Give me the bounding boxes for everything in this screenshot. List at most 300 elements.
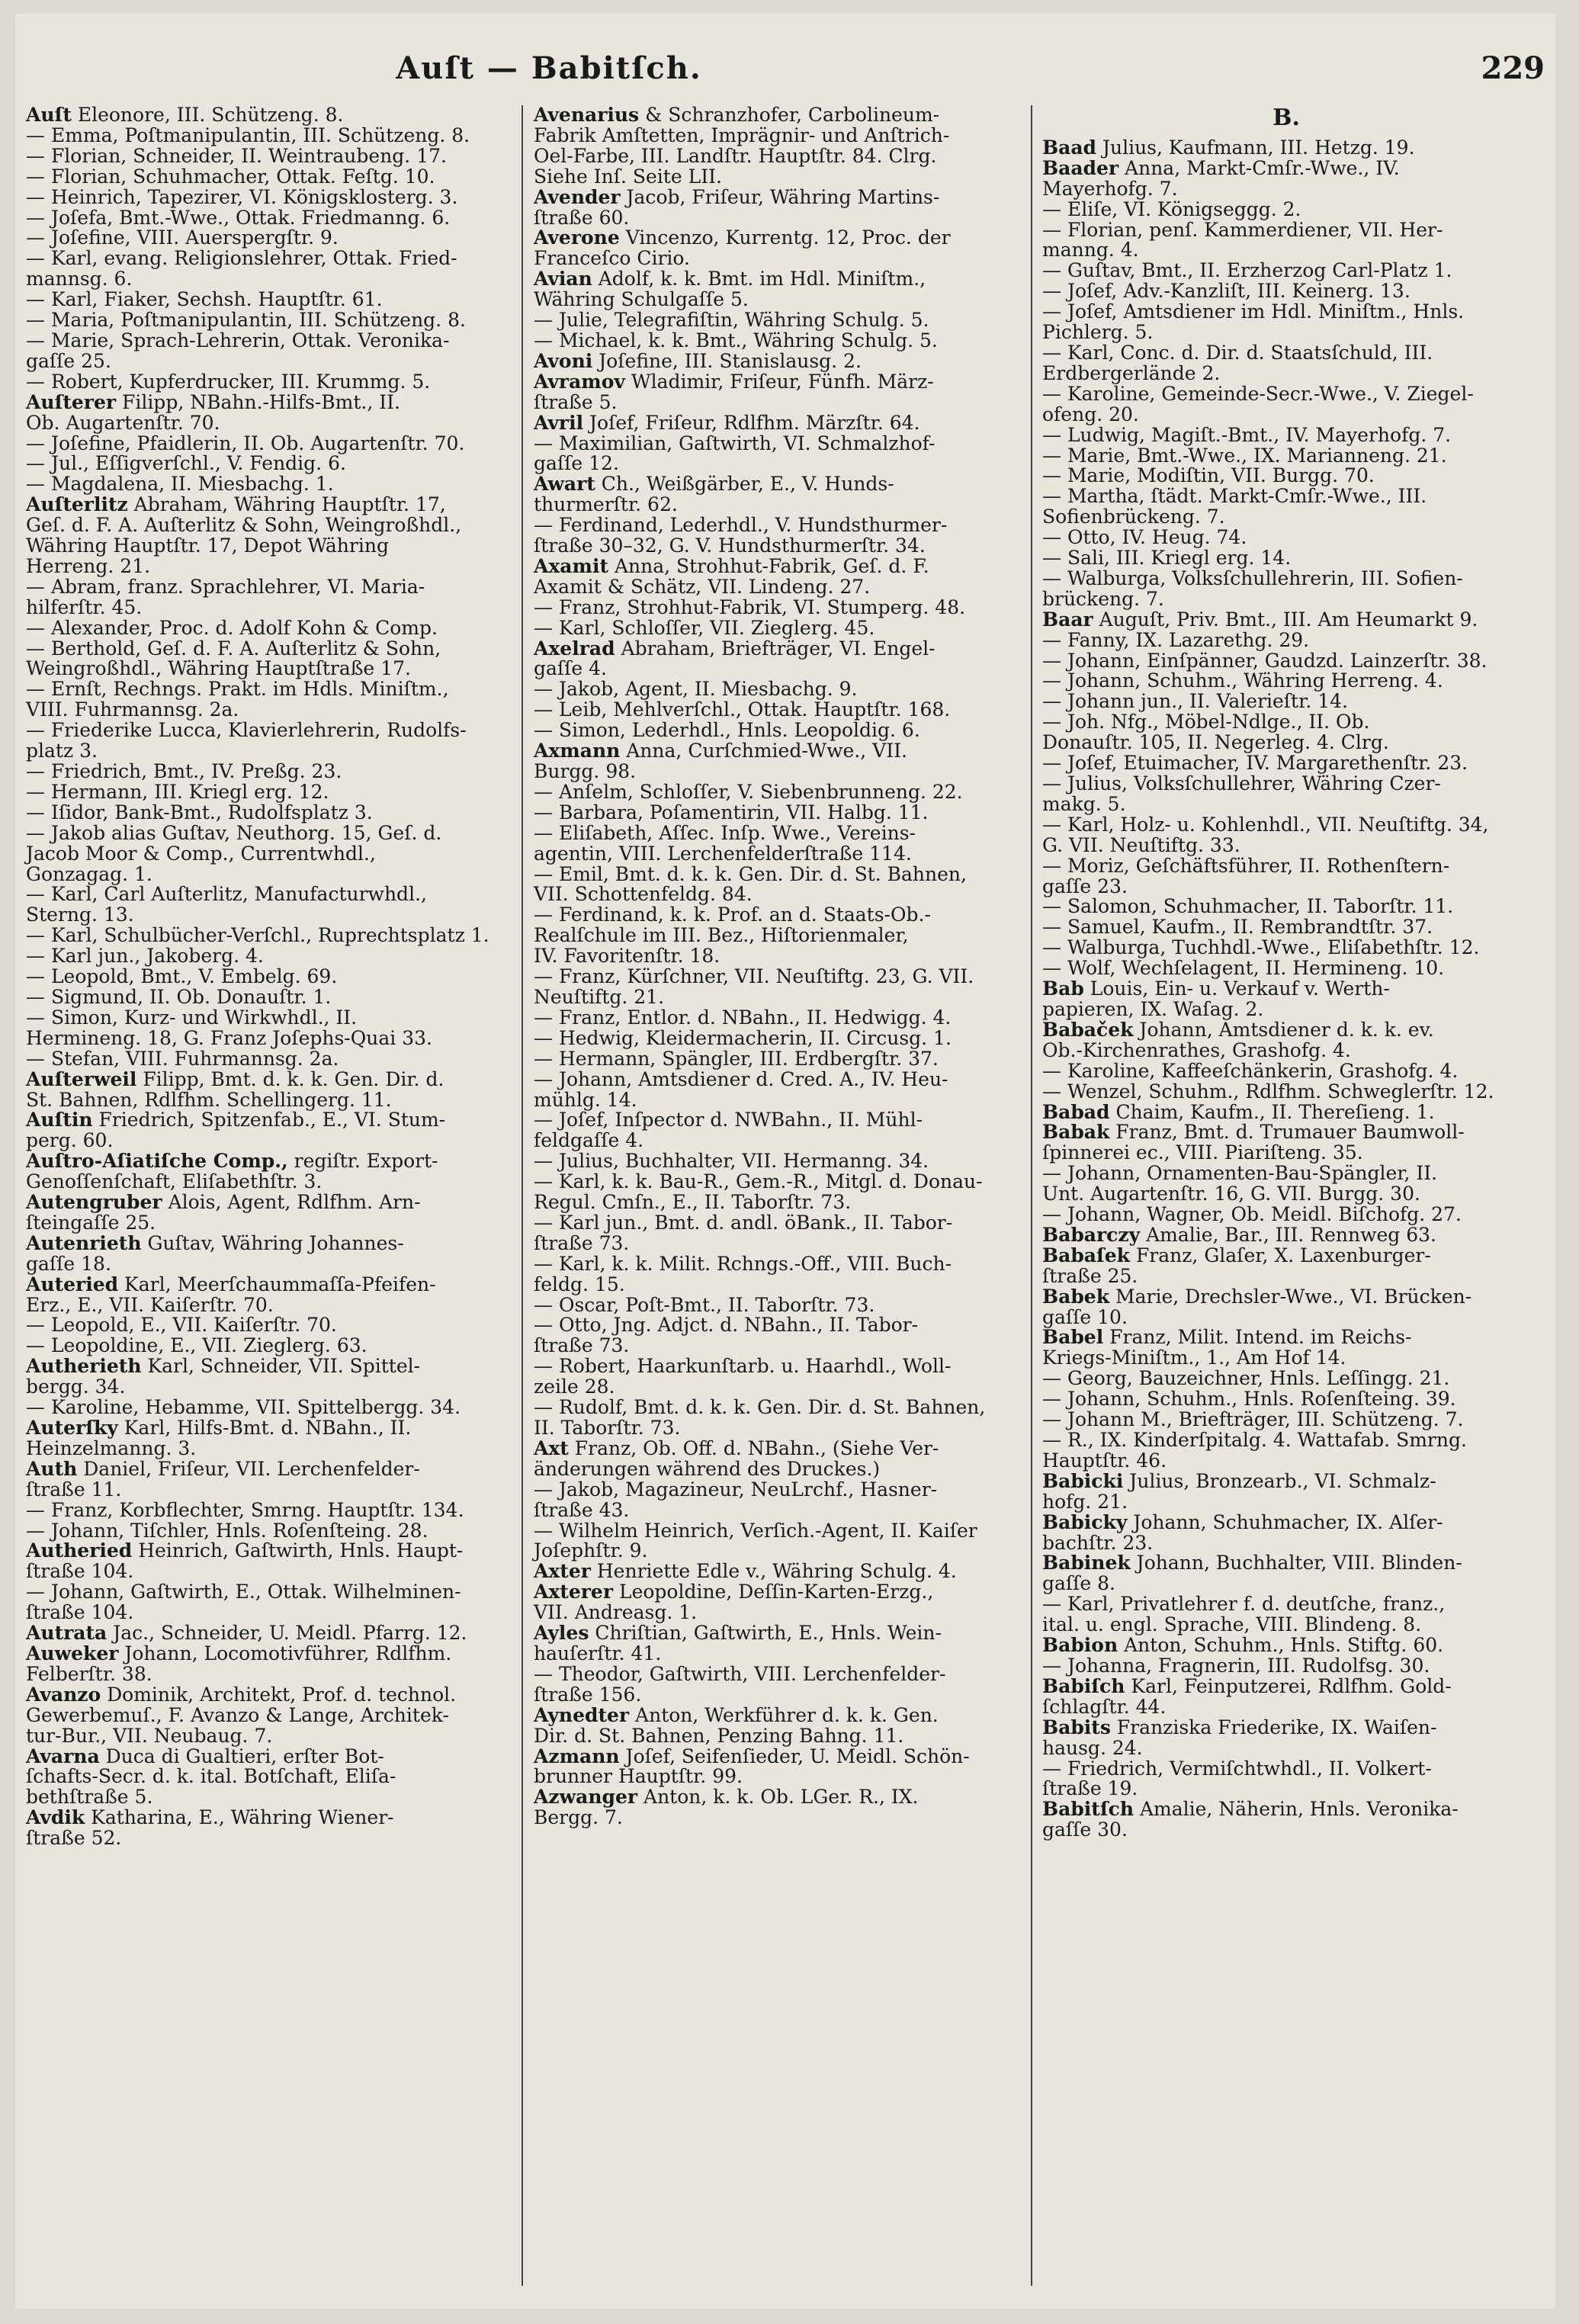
directory-entry-continuation: Gewerbemuſ., F. Avanzo & Lange, Architek- xyxy=(26,1703,449,1726)
directory-entry-continuation: thurmerſtr. 62. xyxy=(534,493,678,516)
entry-surname: Avoni xyxy=(534,349,593,372)
directory-entry: — Alexander, Proc. d. Adolf Kohn & Comp. xyxy=(26,616,438,639)
directory-entry-continuation: Dir. d. St. Bahnen, Penzing Bahng. 11. xyxy=(534,1724,904,1747)
directory-entry: — Michael, k. k. Bmt., Währing Schulg. 5. xyxy=(534,329,938,351)
directory-entry: Auteried Karl, Meerſchaummaſſa-Pfeifen- xyxy=(26,1273,436,1295)
directory-entry-continuation: ſtraße 43. xyxy=(534,1498,630,1521)
directory-entry: — Joſef, Adv.-Kanzliſt, III. Keinerg. 13. xyxy=(1042,280,1411,303)
entry-surname: Babad xyxy=(1042,1100,1110,1123)
entry-surname: Avian xyxy=(534,268,592,290)
directory-entry-continuation: hauſerſtr. 41. xyxy=(534,1642,662,1664)
directory-entry: — Magdalena, II. Miesbachg. 1. xyxy=(26,473,334,496)
directory-entry: Avian Adolf, k. k. Bmt. im Hdl. Miniſtm., xyxy=(534,268,926,290)
directory-entry: Ayles Chriſtian, Gaſtwirth, E., Hnls. Wein- xyxy=(534,1622,942,1645)
entry-surname: Auſt xyxy=(26,104,72,126)
directory-entry-continuation: Pichlerg. 5. xyxy=(1042,321,1154,344)
entry-surname: Axter xyxy=(534,1560,591,1583)
directory-entry-continuation: Felberſtr. 38. xyxy=(26,1662,152,1685)
directory-entry: Axmann Anna, Curſchmied-Wwe., VII. xyxy=(534,740,907,762)
directory-entry: — Ferdinand, Lederhdl., V. Hundsthurmer- xyxy=(534,514,948,537)
entry-surname: Azmann xyxy=(534,1745,620,1767)
directory-entry: — Leopold, Bmt., V. Embelg. 69. xyxy=(26,965,338,988)
entry-surname: Babicki xyxy=(1042,1469,1124,1492)
directory-entry: Auſt Eleonore, III. Schützeng. 8. xyxy=(26,104,344,126)
directory-entry-continuation: ſtraße 156. xyxy=(534,1683,642,1706)
directory-entry-continuation: ſtraße 73. xyxy=(534,1334,630,1357)
directory-entry: — Abram, franz. Sprachlehrer, VI. Maria- xyxy=(26,575,425,598)
directory-entry: Axter Henriette Edle v., Währing Schulg. 4. xyxy=(534,1560,957,1583)
directory-entry: Babarczy Amalie, Bar., III. Rennweg 63. xyxy=(1042,1223,1436,1246)
directory-entry: Auterſky Karl, Hilfs-Bmt. d. NBahn., II. xyxy=(26,1417,412,1439)
directory-entry: — Karl, k. k. Bau-R., Gem.-R., Mitgl. d. Donau- xyxy=(534,1170,983,1193)
directory-entry-continuation: St. Bahnen, Rdlfhm. Schellingerg. 11. xyxy=(26,1088,392,1111)
directory-entry: Aynedter Anton, Werkführer d. k. k. Gen. xyxy=(534,1703,939,1726)
directory-entry-continuation: brunner Hauptſtr. 99. xyxy=(534,1765,743,1788)
directory-entry: Auth Daniel, Friſeur, VII. Lerchenfelder- xyxy=(26,1457,420,1480)
directory-entry: Babiſch Karl, Feinputzerei, Rdlfhm. Gold- xyxy=(1042,1674,1452,1697)
directory-entry-continuation: VII. Andreasg. 1. xyxy=(534,1601,698,1624)
entry-surname: Avenarius xyxy=(534,104,640,126)
directory-entry-continuation: Kriegs-Miniſtm., 1., Am Hof 14. xyxy=(1042,1347,1346,1369)
directory-entry: — Johanna, Fragnerin, III. Rudolfsg. 30. xyxy=(1042,1654,1430,1677)
directory-entry: — Robert, Haarkunſtarb. u. Haarhdl., Woll- xyxy=(534,1355,952,1378)
entry-surname: Avanzo xyxy=(26,1683,101,1706)
directory-entry: — Karl jun., Jakoberg. 4. xyxy=(26,945,264,968)
directory-entry: — Ferdinand, k. k. Prof. an d. Staats-Ob.- xyxy=(534,904,931,926)
directory-entry: — Hedwig, Kleidermacherin, II. Circusg. 1. xyxy=(534,1026,952,1049)
entry-surname: Auth xyxy=(26,1457,78,1480)
directory-entry-continuation: Axamit & Schätz, VII. Lindeng. 27. xyxy=(534,575,871,598)
directory-entry: Babicky Johann, Schuhmacher, IX. Alſer- xyxy=(1042,1510,1443,1533)
directory-entry: — Friedrich, Bmt., IV. Preßg. 23. xyxy=(26,760,342,782)
directory-entry-continuation: ſtraße 30–32, G. V. Hundsthurmerſtr. 34. xyxy=(534,534,926,557)
directory-entry-continuation: Siehe Inſ. Seite LII. xyxy=(534,165,722,188)
directory-entry: Babak Franz, Bmt. d. Trumauer Baumwoll- xyxy=(1042,1121,1465,1144)
directory-entry: Auſterlitz Abraham, Währing Hauptſtr. 17, xyxy=(26,493,446,516)
directory-entry-continuation: Ob.-Kirchenrathes, Grashofg. 4. xyxy=(1042,1038,1351,1061)
directory-entry-continuation: Donauſtr. 105, II. Negerleg. 4. Clrg. xyxy=(1042,731,1389,754)
entry-surname: Auſtro-Aſiatiſche Comp., xyxy=(26,1150,288,1173)
directory-entry: — Iſidor, Bank-Bmt., Rudolfsplatz 3. xyxy=(26,801,373,823)
directory-entry: — Johann, Tiſchler, Hnls. Roſenſteing. 28. xyxy=(26,1519,428,1542)
directory-entry-continuation: Währing Schulgaſſe 5. xyxy=(534,288,749,311)
directory-entry: — Joſefine, VIII. Auerspergſtr. 9. xyxy=(26,226,339,249)
directory-entry-continuation: mühlg. 14. xyxy=(534,1088,637,1111)
directory-entry: — Karl, Fiaker, Sechsh. Hauptſtr. 61. xyxy=(26,288,383,311)
directory-entry-continuation: mannsg. 6. xyxy=(26,268,133,290)
directory-entry-continuation: Neuſtiftg. 21. xyxy=(534,985,665,1008)
directory-entry: Babad Chaim, Kaufm., II. Thereſieng. 1. xyxy=(1042,1100,1435,1123)
directory-entry: Bab Louis, Ein- u. Verkauf v. Werth- xyxy=(1042,977,1390,1000)
directory-entry: — Wilhelm Heinrich, Verſich.-Agent, II. Kaiſer xyxy=(534,1519,977,1542)
directory-entry: — Theodor, Gaſtwirth, VIII. Lerchenfelder- xyxy=(534,1662,946,1685)
entry-surname: Auſterweil xyxy=(26,1067,137,1090)
column-1 xyxy=(26,105,514,1849)
entry-surname: Avarna xyxy=(26,1745,100,1767)
directory-entry: — Stefan, VIII. Fuhrmannsg. 2a. xyxy=(26,1047,339,1070)
directory-entry: — Rudolf, Bmt. d. k. k. Gen. Dir. d. St. Bahnen, xyxy=(534,1396,986,1419)
directory-entry: — Julius, Volksſchullehrer, Währing Czer- xyxy=(1042,772,1441,794)
directory-entry-continuation: platz 3. xyxy=(26,740,98,762)
section-heading: B. xyxy=(1273,104,1300,131)
column-rule xyxy=(1031,105,1032,2286)
entry-surname: Avril xyxy=(534,411,584,434)
directory-entry: — Emma, Poſtmanipulantin, III. Schützeng. 8. xyxy=(26,124,470,146)
directory-entry: — Barbara, Poſamentirin, VII. Halbg. 11. xyxy=(534,801,929,823)
directory-entry: Autherieth Karl, Schneider, VII. Spittel- xyxy=(26,1355,421,1378)
directory-entry: — Maria, Poſtmanipulantin, III. Schützeng. 8. xyxy=(26,309,466,332)
directory-entry: Axamit Anna, Strohhut-Fabrik, Geſ. d. F. xyxy=(534,554,929,577)
directory-entry: — Jakob alias Guſtav, Neuthorg. 15, Geſ. d. xyxy=(26,821,442,844)
directory-entry: — Leopold, E., VII. Kaiſerſtr. 70. xyxy=(26,1314,337,1337)
directory-entry: Babion Anton, Schuhm., Hnls. Stiftg. 60. xyxy=(1042,1634,1444,1657)
directory-entry: — Karl, Privatlehrer f. d. deutſche, franz., xyxy=(1042,1593,1446,1616)
directory-entry: — Florian, Schuhmacher, Ottak. Feſtg. 10. xyxy=(26,165,435,188)
directory-entry: Auſtro-Aſiatiſche Comp., regiſtr. Export- xyxy=(26,1150,438,1173)
directory-entry: — Julie, Telegrafiſtin, Währing Schulg. 5. xyxy=(534,309,929,332)
directory-entry-continuation: IV. Favoritenſtr. 18. xyxy=(534,945,720,968)
directory-entry-continuation: ſtraße 5. xyxy=(534,390,618,413)
directory-entry: — Johann, Ornamenten-Bau-Spängler, II. xyxy=(1042,1162,1438,1185)
entry-surname: Azwanger xyxy=(534,1786,638,1809)
directory-entry-continuation: ſtraße 73. xyxy=(534,1231,630,1254)
entry-surname: Babitſch xyxy=(1042,1798,1135,1821)
directory-entry-continuation: ſtraße 52. xyxy=(26,1827,122,1850)
directory-entry: Axterer Leopoldine, Deſſin-Karten-Erzg., xyxy=(534,1581,934,1603)
directory-entry: — Samuel, Kaufm., II. Rembrandtſtr. 37. xyxy=(1042,916,1433,939)
directory-entry: — Jul., Eſſigverſchl., V. Fendig. 6. xyxy=(26,452,346,475)
entry-surname: Avender xyxy=(534,185,621,208)
directory-entry: — Julius, Buchhalter, VII. Hermanng. 34. xyxy=(534,1150,929,1173)
directory-entry-continuation: Weingroßhdl., Währing Hauptſtraße 17. xyxy=(26,657,411,680)
directory-entry-continuation: Jacob Moor & Comp., Currentwhdl., xyxy=(26,842,376,865)
directory-entry-continuation: hilferſtr. 45. xyxy=(26,595,143,618)
directory-entry: — Simon, Kurz- und Wirkwhdl., II. xyxy=(26,1006,358,1029)
directory-entry: Avarna Duca di Gualtieri, erſter Bot- xyxy=(26,1745,384,1767)
directory-entry-continuation: Herreng. 21. xyxy=(26,554,151,577)
directory-entry: — Franz, Korbflechter, Smrng. Hauptſtr. 134. xyxy=(26,1498,464,1521)
directory-entry: Axelrad Abraham, Briefträger, VI. Engel- xyxy=(534,637,936,660)
directory-entry-continuation: ſtraße 104. xyxy=(26,1560,134,1583)
directory-entry: — Hermann, Spängler, III. Erdbergſtr. 37. xyxy=(534,1047,939,1070)
directory-entry-continuation: feldg. 15. xyxy=(534,1273,625,1295)
directory-entry: Autrata Jac., Schneider, U. Meidl. Pfarrg. 12. xyxy=(26,1622,467,1645)
entry-surname: Babel xyxy=(1042,1326,1104,1349)
directory-entry: — Anſelm, Schloſſer, V. Siebenbrunneng. 22. xyxy=(534,780,963,803)
entry-surname: Auweker xyxy=(26,1642,119,1664)
entry-surname: Averone xyxy=(534,226,620,249)
entry-surname: Axamit xyxy=(534,554,608,577)
directory-entry: — Karoline, Gemeinde-Secr.-Wwe., V. Ziegel- xyxy=(1042,382,1474,405)
directory-entry-continuation: ſtraße 25. xyxy=(1042,1264,1138,1287)
directory-entry: — Fanny, IX. Lazarethg. 29. xyxy=(1042,628,1310,651)
page-number: 229 xyxy=(1481,50,1545,86)
directory-entry-continuation: Oel-Farbe, III. Landſtr. Hauptſtr. 84. Clrg. xyxy=(534,144,937,167)
directory-entry-continuation: hofg. 21. xyxy=(1042,1490,1128,1513)
directory-entry: — Sigmund, II. Ob. Donauſtr. 1. xyxy=(26,985,332,1008)
directory-entry-continuation: Sterng. 13. xyxy=(26,904,134,926)
entry-surname: Aynedter xyxy=(534,1703,630,1726)
directory-entry-continuation: agentin, VIII. Lerchenfelderſtraße 114. xyxy=(534,842,912,865)
directory-entry: — Guſtav, Bmt., II. Erzherzog Carl-Platz 1. xyxy=(1042,259,1452,282)
directory-entry: — Karl, Conc. d. Dir. d. Staatsſchuld, III. xyxy=(1042,341,1433,364)
directory-entry-continuation: perg. 60. xyxy=(26,1129,114,1152)
directory-entry-continuation: gaſſe 25. xyxy=(26,349,111,372)
directory-entry: — Florian, penſ. Kammerdiener, VII. Her- xyxy=(1042,218,1443,241)
directory-entry: — Ernſt, Rechngs. Prakt. im Hdls. Miniſtm., xyxy=(26,678,449,701)
directory-entry: Avramov Wladimir, Friſeur, Fünfh. März- xyxy=(534,370,934,393)
directory-entry: — Johann jun., II. Valerieſtr. 14. xyxy=(1042,690,1348,713)
directory-entry: — Sali, III. Kriegl erg. 14. xyxy=(1042,547,1292,570)
directory-entry-continuation: Genoſſenſchaft, Eliſabethſtr. 3. xyxy=(26,1170,323,1193)
directory-entry-continuation: feldgaſſe 4. xyxy=(534,1129,644,1152)
column-3 xyxy=(1042,105,1530,1841)
directory-entry: Azwanger Anton, k. k. Ob. LGer. R., IX. xyxy=(534,1786,919,1809)
directory-entry: — Friederike Lucca, Klavierlehrerin, Rudolfs- xyxy=(26,719,467,742)
directory-entry: — Oscar, Poſt-Bmt., II. Taborſtr. 73. xyxy=(534,1293,875,1316)
directory-entry: — Karl, evang. Religionslehrer, Ottak. Fried- xyxy=(26,247,457,270)
directory-entry: — Johann, Schuhm., Hnls. Roſenſteing. 39. xyxy=(1042,1388,1456,1411)
directory-entry-continuation: Ob. Augartenſtr. 70. xyxy=(26,411,220,434)
directory-entry: Babits Franziska Friederike, IX. Waiſen- xyxy=(1042,1716,1437,1738)
entry-surname: Babiſch xyxy=(1042,1674,1125,1697)
entry-surname: Babaſek xyxy=(1042,1244,1130,1266)
directory-entry-continuation: hausg. 24. xyxy=(1042,1736,1143,1759)
directory-entry-continuation: tur-Bur., VII. Neubaug. 7. xyxy=(26,1724,273,1747)
directory-entry-continuation: ſtraße 60. xyxy=(534,206,630,229)
directory-entry: — Florian, Schneider, II. Weintraubeng. 17. xyxy=(26,144,447,167)
directory-entry-continuation: Erz., E., VII. Kaiſerſtr. 70. xyxy=(26,1293,274,1316)
directory-entry-continuation: ſtraße 104. xyxy=(26,1601,134,1624)
directory-entry-continuation: manng. 4. xyxy=(1042,239,1139,262)
directory-entry-continuation: Regul. Cmſn., E., II. Taborſtr. 73. xyxy=(534,1191,852,1214)
directory-entry-continuation: bergg. 34. xyxy=(26,1375,126,1398)
directory-entry: Auſterer Filipp, NBahn.-Hilfs-Bmt., II. xyxy=(26,390,400,413)
directory-entry-continuation: brückeng. 7. xyxy=(1042,587,1164,610)
directory-entry: — Leopoldine, E., VII. Zieglerg. 63. xyxy=(26,1334,367,1357)
directory-entry-continuation: gaſſe 23. xyxy=(1042,875,1128,897)
directory-entry: Auſterweil Filipp, Bmt. d. k. k. Gen. Dir. d. xyxy=(26,1067,444,1090)
directory-entry: Auweker Johann, Locomotivführer, Rdlfhm. xyxy=(26,1642,452,1664)
directory-entry: — Ludwig, Magiſt.-Bmt., IV. Mayerhofg. 7. xyxy=(1042,423,1452,446)
entry-surname: Babicky xyxy=(1042,1510,1128,1533)
directory-entry-continuation: Franceſco Cirio. xyxy=(534,247,690,270)
directory-entry: — Walburga, Tuchhdl.-Wwe., Eliſabethſtr. 12. xyxy=(1042,936,1480,959)
directory-entry: — Joſefine, Pfaidlerin, II. Ob. Augartenſtr. 70. xyxy=(26,432,465,454)
directory-entry: — Franz, Kürſchner, VII. Neuſtiftg. 23, G. VII. xyxy=(534,965,974,988)
directory-entry-continuation: bethſtraße 5. xyxy=(26,1786,153,1809)
entry-surname: Babek xyxy=(1042,1285,1110,1308)
directory-entry: — Joſef, Etuimacher, IV. Margarethenſtr. 23. xyxy=(1042,752,1468,775)
directory-entry-continuation: Erdbergerlände 2. xyxy=(1042,361,1221,384)
directory-entry-continuation: ſteingaſſe 25. xyxy=(26,1211,156,1234)
directory-entry: — Johann, Schuhm., Währing Herreng. 4. xyxy=(1042,669,1443,692)
directory-entry: — Wolf, Wechſelagent, II. Hermineng. 10. xyxy=(1042,957,1445,980)
directory-entry: — Emil, Bmt. d. k. k. Gen. Dir. d. St. Bahnen, xyxy=(534,862,967,885)
directory-entry: — Leib, Mehlverſchl., Ottak. Hauptſtr. 168. xyxy=(534,698,951,721)
directory-entry: Baader Anna, Markt-Cmſr.-Wwe., IV. xyxy=(1042,156,1400,179)
directory-entry: — Otto, IV. Heug. 74. xyxy=(1042,526,1247,549)
directory-entry: — Karl, Carl Auſterlitz, Manufacturwhdl., xyxy=(26,883,427,906)
entry-surname: Auteried xyxy=(26,1273,119,1295)
directory-entry: Babel Franz, Milit. Intend. im Reichs- xyxy=(1042,1326,1412,1349)
directory-entry: — Jakob, Agent, II. Miesbachg. 9. xyxy=(534,678,858,701)
directory-entry: Avoni Joſefine, III. Stanislausg. 2. xyxy=(534,349,862,372)
entry-surname: Baar xyxy=(1042,608,1093,631)
directory-entry: — Marie, Sprach-Lehrerin, Ottak. Veronika- xyxy=(26,329,450,351)
directory-entry: Babicki Julius, Bronzearb., VI. Schmalz- xyxy=(1042,1469,1436,1492)
entry-surname: Autherieth xyxy=(26,1355,142,1378)
entry-surname: Autenrieth xyxy=(26,1231,142,1254)
directory-entry: — Johann, Einſpänner, Gaudzd. Lainzerſtr. 38. xyxy=(1042,649,1488,672)
directory-entry: — Simon, Lederhdl., Hnls. Leopoldig. 6. xyxy=(534,719,920,742)
directory-entry-continuation: gaſſe 4. xyxy=(534,657,608,680)
entry-surname: Avdik xyxy=(26,1806,85,1829)
directory-entry: — Johann, Amtsdiener d. Cred. A., IV. Heu- xyxy=(534,1067,948,1090)
directory-entry: Babinek Johann, Buchhalter, VIII. Blinden- xyxy=(1042,1552,1462,1574)
directory-entry: Autenrieth Guſtav, Währing Johannes- xyxy=(26,1231,404,1254)
directory-entry: — Robert, Kupferdrucker, III. Krummg. 5. xyxy=(26,370,431,393)
directory-entry: — Wenzel, Schuhm., Rdlfhm. Schweglerſtr. 12. xyxy=(1042,1080,1494,1103)
entry-surname: Awart xyxy=(534,473,595,496)
directory-entry: Baad Julius, Kaufmann, III. Hetzg. 19. xyxy=(1042,136,1415,159)
directory-entry-continuation: VIII. Fuhrmannsg. 2a. xyxy=(26,698,239,721)
directory-entry: — Johann, Gaſtwirth, E., Ottak. Wilhelminen- xyxy=(26,1581,461,1603)
directory-entry-continuation: Mayerhofg. 7. xyxy=(1042,177,1178,200)
directory-entry: Avender Jacob, Friſeur, Währing Martins- xyxy=(534,185,940,208)
entry-surname: Axt xyxy=(534,1436,569,1459)
directory-entry-continuation: Gonzagag. 1. xyxy=(26,862,152,885)
directory-entry-continuation: ſtraße 11. xyxy=(26,1478,122,1501)
column-rule xyxy=(522,105,523,2286)
page-header xyxy=(15,50,1555,104)
directory-entry: Babek Marie, Drechsler-Wwe., VI. Brücken- xyxy=(1042,1285,1472,1308)
directory-entry-continuation: gaſſe 18. xyxy=(26,1252,111,1275)
directory-entry: Avanzo Dominik, Architekt, Prof. d. technol. xyxy=(26,1683,457,1706)
directory-entry: — Karl jun., Bmt. d. andl. öBank., II. Tabor- xyxy=(534,1211,953,1234)
directory-entry: — Hermann, III. Kriegl erg. 12. xyxy=(26,780,329,803)
entry-surname: Bab xyxy=(1042,977,1084,1000)
directory-entry: — Karoline, Kaffeeſchänkerin, Grashofg. 4. xyxy=(1042,1059,1459,1082)
directory-entry: — Johann, Wagner, Ob. Meidl. Biſchofg. 27. xyxy=(1042,1203,1462,1226)
directory-entry: — Salomon, Schuhmacher, II. Taborſtr. 11. xyxy=(1042,895,1454,918)
directory-entry-continuation: gaſſe 30. xyxy=(1042,1818,1128,1841)
directory-entry: — Joſefa, Bmt.-Wwe., Ottak. Friedmanng. 6. xyxy=(26,206,451,229)
directory-entry: — Georg, Bauzeichner, Hnls. Leſſingg. 21. xyxy=(1042,1367,1450,1390)
directory-entry-continuation: II. Taborſtr. 73. xyxy=(534,1417,681,1439)
entry-surname: Babaček xyxy=(1042,1018,1134,1041)
directory-entry-continuation: Unt. Augartenſtr. 16, G. VII. Burgg. 30. xyxy=(1042,1183,1420,1205)
directory-entry: — Friedrich, Vermiſchtwhdl., II. Volkert- xyxy=(1042,1757,1432,1780)
entry-surname: Axmann xyxy=(534,740,621,762)
directory-entry: — Joſef, Inſpector d. NWBahn., II. Mühl- xyxy=(534,1109,923,1132)
entry-surname: Baad xyxy=(1042,136,1097,159)
entry-surname: Axelrad xyxy=(534,637,615,660)
directory-entry: Babaček Johann, Amtsdiener d. k. k. ev. xyxy=(1042,1018,1434,1041)
directory-entry-continuation: G. VII. Neuſtiftg. 33. xyxy=(1042,833,1240,856)
directory-entry: Baar Auguſt, Priv. Bmt., III. Am Heumarkt 9. xyxy=(1042,608,1478,631)
directory-entry: — Berthold, Geſ. d. F. A. Auſterlitz & Sohn, xyxy=(26,637,441,660)
directory-entry: — Martha, ſtädt. Markt-Cmſr.-Wwe., III. xyxy=(1042,485,1427,508)
directory-entry-continuation: Hermineng. 18, G. Franz Joſephs-Quai 33. xyxy=(26,1026,432,1049)
directory-entry: — Karl, k. k. Milit. Rchngs.-Off., VIII. Buch- xyxy=(534,1252,952,1275)
directory-entry-continuation: gaſſe 10. xyxy=(1042,1305,1128,1328)
directory-entry: — Joh. Nfg., Möbel-Ndlge., II. Ob. xyxy=(1042,711,1370,733)
directory-entry: — Eliſe, VI. Königseggg. 2. xyxy=(1042,197,1301,220)
entry-surname: Autengruber xyxy=(26,1191,162,1214)
directory-entry-continuation: Realſchule im III. Bez., Hiſtorienmaler, xyxy=(534,924,909,947)
entry-surname: Babits xyxy=(1042,1716,1111,1738)
directory-entry: Axt Franz, Ob. Off. d. NBahn., (Siehe Ver- xyxy=(534,1436,939,1459)
entry-surname: Avramov xyxy=(534,370,625,393)
directory-entry-continuation: Sofienbrückeng. 7. xyxy=(1042,506,1225,528)
entry-surname: Auſtin xyxy=(26,1109,93,1132)
directory-entry-continuation: ſchafts-Secr. d. k. ital. Botſchaft, Eliſa- xyxy=(26,1765,396,1788)
directory-entry-continuation: Heinzelmanng. 3. xyxy=(26,1436,197,1459)
directory-entry: Avdik Katharina, E., Währing Wiener- xyxy=(26,1806,394,1829)
directory-entry: Auſtin Friedrich, Spitzenfab., E., VI. Stum- xyxy=(26,1109,446,1132)
directory-entry: Avenarius & Schranzhofer, Carbolineum- xyxy=(534,104,940,126)
directory-entry: — Karl, Schulbücher-Verſchl., Ruprechtsplatz 1. xyxy=(26,924,489,947)
directory-entry-continuation: änderungen während des Druckes.) xyxy=(534,1457,881,1480)
entry-surname: Babarczy xyxy=(1042,1223,1141,1246)
entry-surname: Ayles xyxy=(534,1622,589,1645)
directory-entry-continuation: ſpinnerei ec., VIII. Piariſteng. 35. xyxy=(1042,1141,1363,1164)
directory-entry: — Marie, Modiſtin, VII. Burgg. 70. xyxy=(1042,464,1375,487)
directory-entry-continuation: Hauptſtr. 46. xyxy=(1042,1449,1167,1472)
directory-entry-continuation: Fabrik Amſtetten, Imprägnir- und Anſtrich- xyxy=(534,124,950,146)
directory-entry: — Karl, Holz- u. Kohlenhdl., VII. Neuſtiftg. 34, xyxy=(1042,813,1489,836)
directory-entry-continuation: zeile 28. xyxy=(534,1375,615,1398)
directory-entry: Azmann Joſef, Seifenſieder, U. Meidl. Schön- xyxy=(534,1745,970,1767)
directory-entry: — Joſef, Amtsdiener im Hdl. Miniſtm., Hnls. xyxy=(1042,300,1465,323)
directory-entry-continuation: papieren, IX. Waſag. 2. xyxy=(1042,997,1264,1020)
directory-entry: Babitſch Amalie, Näherin, Hnls. Veronika- xyxy=(1042,1798,1459,1821)
entry-surname: Auſterer xyxy=(26,390,117,413)
entry-surname: Auterſky xyxy=(26,1417,118,1439)
directory-entry-continuation: VII. Schottenfeldg. 84. xyxy=(534,883,753,906)
directory-entry: Averone Vincenzo, Kurrentg. 12, Proc. der xyxy=(534,226,951,249)
entry-surname: Babion xyxy=(1042,1634,1118,1657)
directory-entry: — Marie, Bmt.-Wwe., IX. Marianneng. 21. xyxy=(1042,444,1447,467)
directory-entry-continuation: ofeng. 20. xyxy=(1042,403,1139,425)
directory-entry-continuation: gaſſe 12. xyxy=(534,452,619,475)
entry-surname: Auſterlitz xyxy=(26,493,128,516)
directory-entry: — Heinrich, Tapezirer, VI. Königsklosterg. 3. xyxy=(26,185,458,208)
directory-entry-continuation: ſchlagſtr. 44. xyxy=(1042,1695,1167,1718)
directory-entry: Autheried Heinrich, Gaſtwirth, Hnls. Haupt- xyxy=(26,1539,464,1562)
directory-page xyxy=(15,14,1555,2309)
directory-entry-continuation: Geſ. d. F. A. Auſterlitz & Sohn, Weingroßhdl., xyxy=(26,514,462,537)
directory-entry: — R., IX. Kinderſpitalg. 4. Wattafab. Smrng. xyxy=(1042,1429,1467,1451)
entry-surname: Baader xyxy=(1042,156,1119,179)
entry-surname: Autrata xyxy=(26,1622,108,1645)
directory-entry: — Moriz, Geſchäftsführer, II. Rothenſtern- xyxy=(1042,854,1450,877)
directory-entry-continuation: Währing Hauptſtr. 17, Depot Währing xyxy=(26,534,389,557)
directory-entry: — Eliſabeth, Aſſec. Inſp. Wwe., Vereins- xyxy=(534,821,916,844)
entry-surname: Babinek xyxy=(1042,1552,1131,1574)
entry-surname: Babak xyxy=(1042,1121,1110,1144)
directory-entry-continuation: makg. 5. xyxy=(1042,792,1126,815)
directory-entry-continuation: Joſephſtr. 9. xyxy=(534,1539,648,1562)
entry-surname: Autheried xyxy=(26,1539,133,1562)
directory-entry-continuation: bachſtr. 23. xyxy=(1042,1531,1154,1554)
directory-entry: — Jakob, Magazineur, NeuLrchf., Hasner- xyxy=(534,1478,938,1501)
directory-entry: — Johann M., Briefträger, III. Schützeng. 7. xyxy=(1042,1408,1464,1431)
directory-entry-continuation: ital. u. engl. Sprache, VIII. Blindeng. 8. xyxy=(1042,1613,1422,1636)
directory-entry: Awart Ch., Weißgärber, E., V. Hunds- xyxy=(534,473,894,496)
directory-entry: — Franz, Entlor. d. NBahn., II. Hedwigg. 4. xyxy=(534,1006,952,1029)
